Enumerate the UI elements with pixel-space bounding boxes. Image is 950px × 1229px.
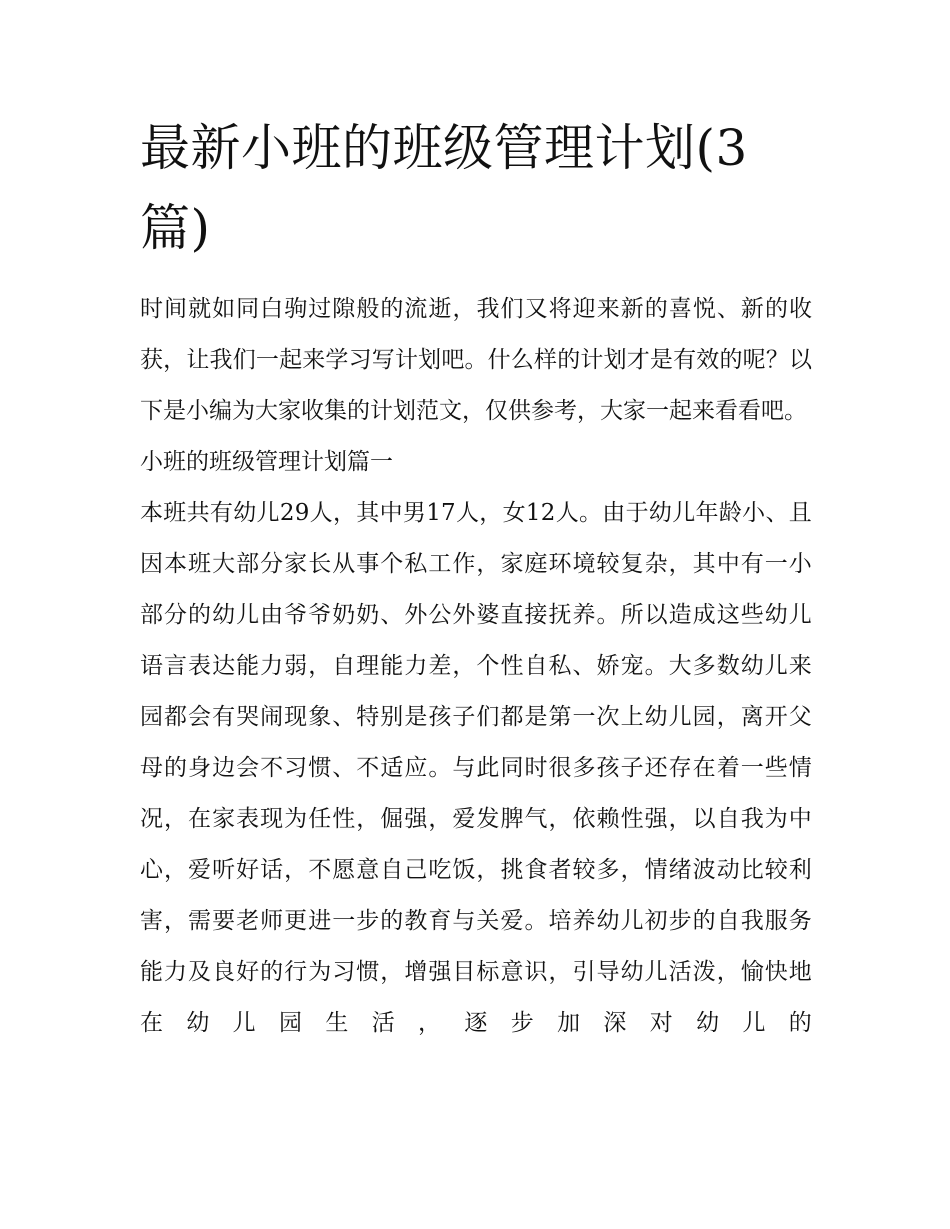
document-page	[140, 108, 812, 1049]
section-heading: 小班的班级管理计划篇一	[140, 449, 393, 475]
intro-paragraph: 时间就如同白驹过隙般的流逝，我们又将迎来新的喜悦、新的收获，让我们一起来学习写计划吧。什么样的计划才是有效的呢？以下是小编为大家收集的计划范文，仅供参考，大家一起来看看吧。	[140, 296, 812, 424]
document-title: 最新小班的班级管理计划(3篇)	[140, 119, 748, 257]
body-paragraph: 本班共有幼儿29人，其中男17人，女12人。由于幼儿年龄小、且因本班大部分家长从事个私工作，家庭环境较复杂，其中有一小部分的幼儿由爷爷奶奶、外公外婆直接抚养。所以造成这些幼儿语言表达能力弱，自理能力差，个性自私、娇宠。大多数幼儿来园都会有哭闹现象、特别是孩子们都是第一次上幼儿园，离开父母的身边会不习惯、不适应。与此同时很多孩子还存在着一些情况，在家表现为任性，倔强，爱发脾气，依赖性强，以自我为中心，爱听好话，不愿意自己吃饭，挑食者较多，情绪波动比较利害，需要老师更进一步的教育与关爱。培养幼儿初步的自我服务能力及良好的行为习惯，增强目标意识，引导幼儿活泼，愉快地在幼儿园生活，逐步加深对幼儿的	[140, 500, 812, 1036]
